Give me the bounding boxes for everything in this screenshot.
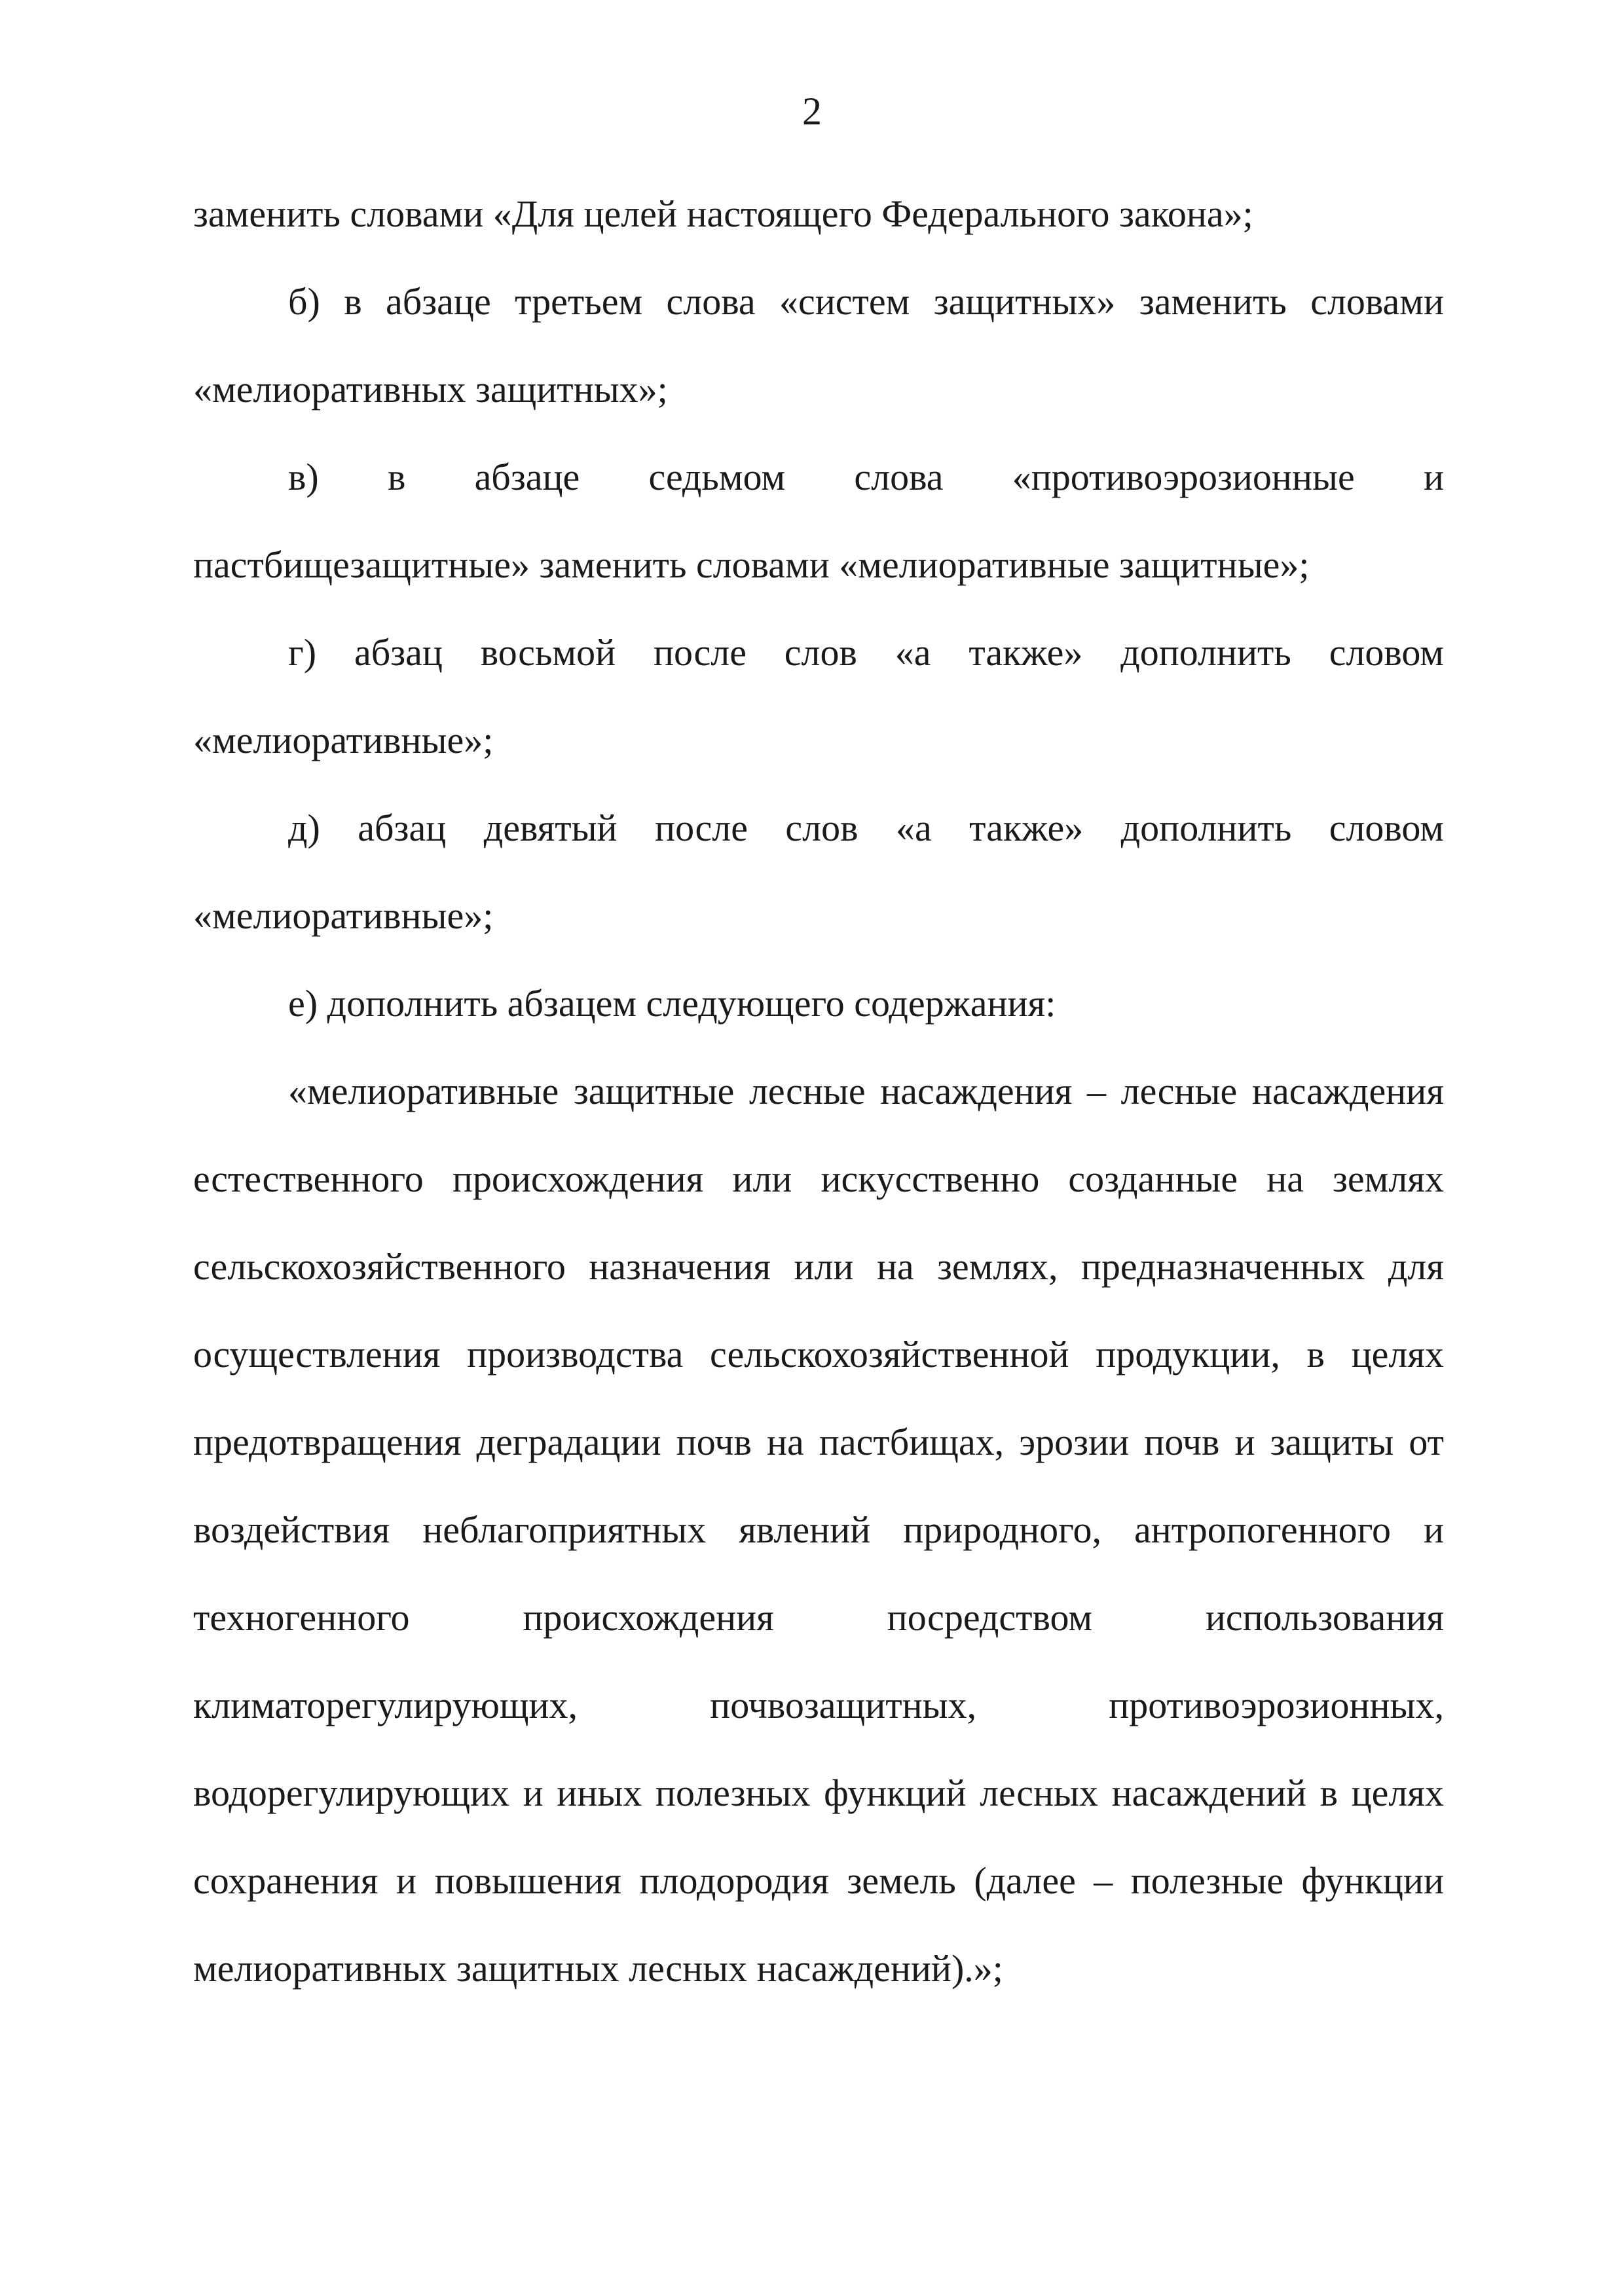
text-line: б) в абзаце третьем слова «систем защитных» заменить словами (288, 280, 1444, 323)
text-line: естественного происхождения или искусственно созданные на землях (193, 1157, 1444, 1200)
text-line: техногенного происхождения посредством использования (193, 1596, 1444, 1639)
text-line: климаторегулирующих, почвозащитных, противоэрозионных, (193, 1684, 1444, 1726)
text-line: д) абзац девятый после слов «а также» дополнить словом (288, 807, 1444, 849)
text-line: осуществления производства сельскохозяйственной продукции, в целях (193, 1333, 1444, 1376)
text-line: «мелиоративные защитные лесные насаждения – лесные насаждения (288, 1070, 1444, 1112)
text-line: «мелиоративные»; (193, 719, 494, 761)
page-number: 2 (802, 90, 822, 133)
text-line: сохранения и повышения плодородия земель (далее – полезные функции (193, 1859, 1444, 1902)
text-line: мелиоративных защитных лесных насаждений).»; (193, 1947, 1003, 1990)
text-line: заменить словами «Для целей настоящего Федерального закона»; (193, 192, 1253, 235)
text-line: «мелиоративных защитных»; (193, 368, 668, 410)
text-line: сельскохозяйственного назначения или на землях, предназначенных для (193, 1245, 1444, 1288)
text-line: «мелиоративные»; (193, 894, 494, 937)
document-body (193, 170, 1444, 2013)
text-line: воздействия неблагоприятных явлений природного, антропогенного и (193, 1508, 1444, 1551)
text-line: е) дополнить абзацем следующего содержания: (288, 982, 1056, 1025)
text-line: в) в абзаце седьмом слова «противоэрозионные и (288, 456, 1444, 498)
text-line: пастбищезащитные» заменить словами «мелиоративные защитные»; (193, 543, 1310, 586)
text-line: предотвращения деградации почв на пастбищах, эрозии почв и защиты от (193, 1421, 1444, 1463)
text-line: водорегулирующих и иных полезных функций лесных насаждений в целях (193, 1772, 1444, 1814)
text-line: г) абзац восьмой после слов «а также» дополнить словом (288, 631, 1444, 674)
